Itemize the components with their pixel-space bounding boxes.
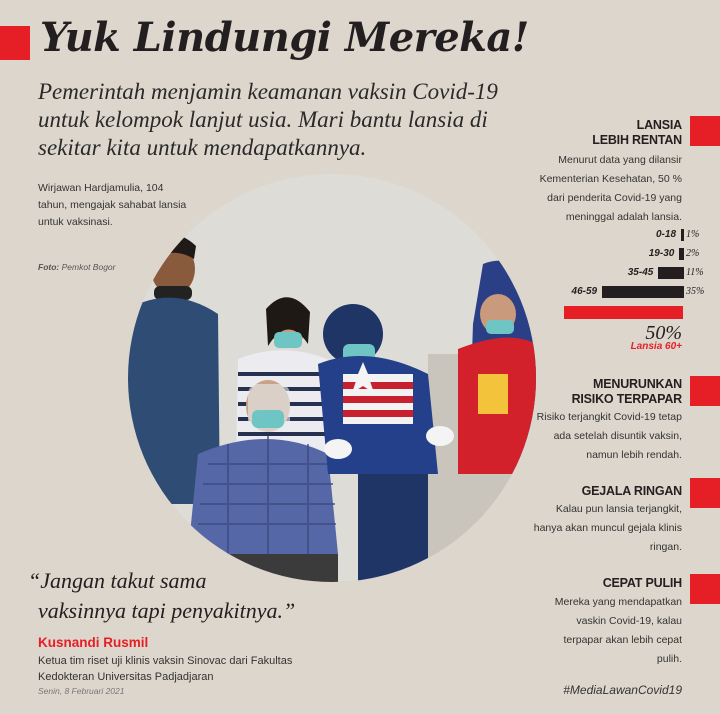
section-accent-bar xyxy=(690,116,720,146)
bar-lansia-60-plus xyxy=(564,306,683,319)
lansia-percent-label: 50% xyxy=(645,322,682,344)
section-text-vulnerable: Menurut data yang dilansir Kementerian Kesehatan, 50 % dari penderita Covid-19 yang meninggal adalah lansia. xyxy=(539,154,682,223)
death-age-bar-chart xyxy=(555,228,715,358)
bar-category-label: 35-45 xyxy=(627,267,654,278)
bar-0-18 xyxy=(681,229,684,241)
bar-value-label: 35% xyxy=(686,286,705,297)
section-title-line: MENURUNKAN xyxy=(593,377,682,391)
section-title-line: LEBIH RENTAN xyxy=(592,133,682,147)
bar-row xyxy=(555,266,715,280)
vaccination-scene-illustration xyxy=(128,174,536,582)
campaign-hashtag: #MediaLawanCovid19 xyxy=(563,683,682,697)
bar-category-label: 46-59 xyxy=(571,286,598,297)
bar-value-label: 11% xyxy=(686,267,704,278)
bar-46-59 xyxy=(602,286,684,298)
page-subtitle: Pemerintah menjamin keamanan vaksin Covid-19 untuk kelompok lanjut usia. Mari bantu lansia di sekitar kita untuk mendapatkannya. xyxy=(38,79,498,160)
pull-quote-line1: “Jangan takut sama xyxy=(28,568,207,593)
bar-19-30 xyxy=(679,248,684,260)
section-title-line: RISIKO TERPAPAR xyxy=(571,392,682,406)
pull-quote-line2: vaksinnya tapi penyakitnya.” xyxy=(38,598,296,623)
bar-row xyxy=(555,285,715,299)
bar-row xyxy=(555,228,715,242)
photo-credit-label: Foto: xyxy=(38,262,60,272)
section-title-mild: GEJALA RINGAN xyxy=(581,484,682,498)
section-text-reduce-risk: Risiko terjangkit Covid-19 tetap ada setelah disuntik vaksin, namun lebih rendah. xyxy=(536,411,682,461)
section-text-mild: Kalau pun lansia terjangkit, hanya akan muncul gejala klinis ringan. xyxy=(533,503,682,553)
bar-value-label: 1% xyxy=(686,229,700,240)
section-title-recovery: CEPAT PULIH xyxy=(602,576,682,590)
bar-category-label: 19-30 xyxy=(648,248,675,259)
bar-35-45 xyxy=(658,267,684,279)
lansia-category-label: Lansia 60+ xyxy=(630,341,682,352)
bar-value-label: 2% xyxy=(686,248,700,259)
photo-credit-source: Pemkot Bogor xyxy=(61,262,116,272)
section-title-line: LANSIA xyxy=(636,118,682,132)
photo-caption: Wirjawan Hardjamulia, 104 tahun, mengajak sahabat lansia untuk vaksinasi. xyxy=(38,182,187,228)
vaccination-photo xyxy=(128,174,536,582)
section-title-vulnerable xyxy=(592,118,682,148)
bar-category-label: 0-18 xyxy=(655,229,676,240)
section-accent-bar xyxy=(690,574,720,604)
section-accent-bar xyxy=(690,478,720,508)
section-accent-bar xyxy=(690,376,720,406)
section-title-reduce-risk xyxy=(572,377,682,407)
page-title: Yuk Lindungi Mereka! xyxy=(40,14,529,61)
pull-quote xyxy=(28,566,388,626)
speaker-name: Kusnandi Rusmil xyxy=(38,635,149,650)
publication-date: Senin, 8 Februari 2021 xyxy=(38,686,125,696)
bar-row xyxy=(555,247,715,261)
section-text-recovery: Mereka yang mendapatkan vaskin Covid-19, kalau terpapar akan lebih cepat pulih. xyxy=(554,596,682,665)
title-accent-bar xyxy=(0,26,30,60)
speaker-role: Ketua tim riset uji klinis vaksin Sinovac dari Fakultas Kedokteran Universitas Padjadjaran xyxy=(38,655,293,683)
photo-credit xyxy=(38,262,116,272)
